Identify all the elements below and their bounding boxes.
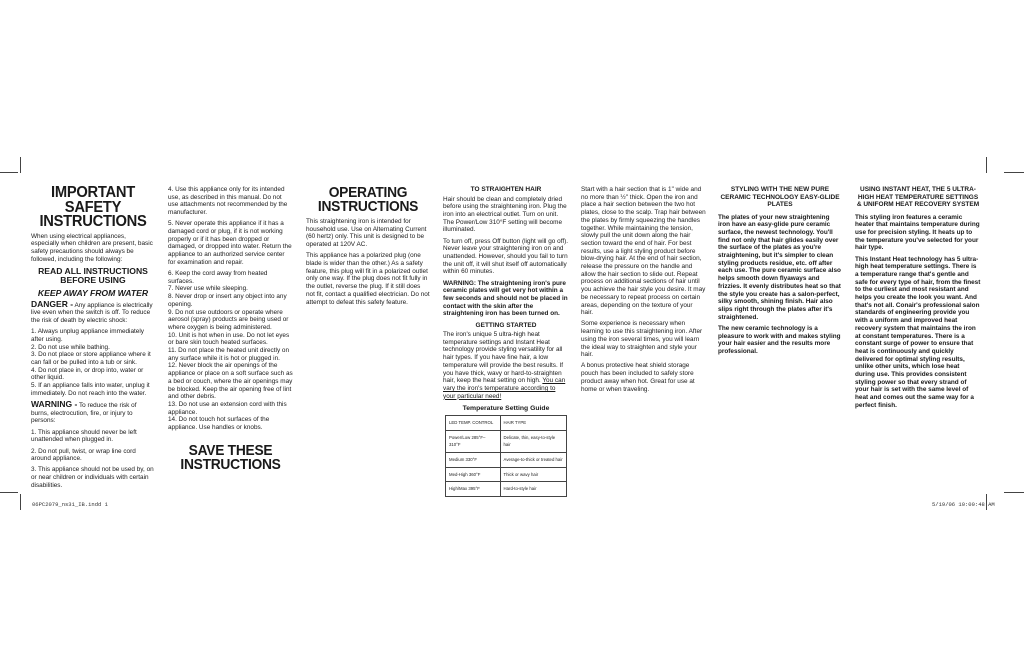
table-header-row xyxy=(446,415,567,430)
table-row xyxy=(446,482,567,497)
heat-settings-paragraph: This Instant Heat technology has 5 ultra-high heat temperature settings. There is a temperature range that's gentle and safe for every type of hair, from the finest to the curliest and most resistant and helps you create the look you want. And that's not all. Conair's professional salon standards of engineering provide you with a uniform and improved heat recovery system that maintains the iron at constant temperatures. There is a constant surge of power to ensure that heat is continuously and quickly delivered for optimal styling results, unlike other units, which lose heat during use. This provides consistent styling power so that every strand of your hair is set with the same level of heat and comes out the same way for a perfect finish. xyxy=(855,255,981,409)
keep-away-heading: KEEP AWAY FROM WATER xyxy=(37,288,149,298)
danger-item: 3. Do not place or store appliance where it can fall or be pulled into a tub or sink. xyxy=(31,351,151,367)
instruction-item: 14. Do not touch hot surfaces of the appliance. Use handles or knobs. xyxy=(168,416,270,432)
crop-mark xyxy=(0,492,18,493)
table-row xyxy=(446,452,567,467)
ceramic-closing-paragraph: The new ceramic technology is a pleasure to work with and makes styling your hair easier and the results more professional. xyxy=(718,324,841,355)
straighten-paragraph: Hair should be clean and completely dried before using the straightening iron. Plug the iron into an electrical outlet. Turn on unit. The Power/Low 310°F setting will become illuminated. xyxy=(443,195,567,234)
ceramic-warning: WARNING: The straightening iron's pure ceramic plates will get very hot within a few seconds and should not be placed in contact with the skin after the straightening iron has been turned on. xyxy=(443,279,568,318)
polarized-plug-paragraph: This appliance has a polarized plug (one blade is wider than the other.) As a safety feature, this plug will fit in a polarized outlet only one way. If the plug does not fit fully in the outlet, reverse the plug. If it still does not fit, contact a qualified electrician. Do not attempt to defeat this safety feature. xyxy=(306,252,430,306)
crop-mark xyxy=(20,494,21,510)
warning-text: To reduce the risk of burns, electrocution, fire, or injury to persons: xyxy=(31,402,137,425)
crop-mark xyxy=(0,172,18,173)
getting-started-paragraph xyxy=(443,331,569,400)
operating-title: OPERATING INSTRUCTIONS xyxy=(317,184,419,215)
table-cell: Hard-to-style hair xyxy=(500,482,566,497)
instruction-item: 12. Never block the air openings of the appliance or place on a soft surface such as a bed or couch, where the air openings may be blocked. Keep the air opening free of lint and other debris. xyxy=(168,362,293,401)
instruction-item: 9. Do not use outdoors or operate where aerosol (spray) products are being used or where oxygen is being administered. xyxy=(168,308,289,331)
table-cell: Power/Low 285°F–310°F xyxy=(446,430,501,452)
operating-column xyxy=(306,186,430,310)
crop-mark xyxy=(20,157,21,173)
technique-column xyxy=(581,186,706,397)
safety-intro: When using electrical appliances, especially when children are present, basic safety precautions should always be followed, including the following: xyxy=(31,232,153,263)
getting-started-text: The iron's unique 5 ultra-high heat temperature settings and Instant Heat technology provide styling versatility for all hair types. If you have fine hair, a low temperature will provide the best results. If you have thick, wavy or hard-to-straighten hair, keep the heat setting on high. xyxy=(443,331,564,385)
temperature-guide-title: Temperature Setting Guide xyxy=(462,405,550,413)
turn-off-paragraph: To turn off, press Off button (light will go off). Never leave your straightening iron on and unattended. However, should you fail to turn the unit off, it will shut itself off automatically within 60 minutes. xyxy=(443,237,569,276)
instant-heat-heading: USING INSTANT HEAT, THE 5 ULTRA-HIGH HEAT TEMPERATURE SETTINGS & UNIFORM HEAT RECOVERY SYSTEM xyxy=(856,186,980,208)
danger-item: 5. If an appliance falls into water, unplug it immediately. Do not reach into the water. xyxy=(31,382,150,397)
table-row xyxy=(446,467,567,482)
table-cell: Medium 330°F xyxy=(446,452,501,467)
file-slug: 06PC2079_ns31_IB.indd 1 xyxy=(32,501,108,508)
crop-mark xyxy=(1004,492,1024,493)
date-slug: 5/19/06 10:00:48 AM xyxy=(932,501,995,508)
danger-text: Any appliance is electrically live even when the switch is off. To reduce the risk of death by electric shock: xyxy=(31,301,153,324)
instruction-item: 6. Keep the cord away from heated surfaces. xyxy=(168,270,268,285)
vary-temperature-note: You can vary the iron's temperature according to your particular need! xyxy=(443,377,566,400)
warning-item: 3. This appliance should not be used by, on or near children or individuals with certain disabilities. xyxy=(31,466,154,489)
danger-item: 4. Do not place in, or drop into, water or other liquid. xyxy=(31,366,144,382)
table-header: LED TEMP. CONTROL xyxy=(446,415,501,430)
straighten-column xyxy=(443,186,569,497)
instruction-item: 7. Never use while sleeping. xyxy=(168,285,248,293)
crop-mark xyxy=(1004,172,1024,173)
table-cell: Med-High 360°F xyxy=(446,467,501,482)
danger-paragraph xyxy=(31,298,155,325)
warning-item: 2. Do not pull, twist, or wrap line cord around appliance. xyxy=(31,447,136,463)
straighten-heading: TO STRAIGHTEN HAIR xyxy=(470,186,542,193)
table-cell: Delicate, thin, easy-to-style hair xyxy=(500,430,566,452)
pouch-paragraph: A bonus protective heat shield storage pouch has been included to safely store product away when hot. Great for use at home or when traveling. xyxy=(581,362,695,393)
instruction-item: 5. Never operate this appliance if it has a damaged cord or plug, if it is not working properly or if it has been dropped or damaged, or dropped into water. Return the appliance to an authorized service center for examination and repair. xyxy=(168,220,292,266)
getting-started-heading: GETTING STARTED xyxy=(475,321,537,329)
warning-paragraph xyxy=(31,401,155,425)
temperature-guide-table xyxy=(445,415,567,497)
save-instructions-title: SAVE THESE INSTRUCTIONS xyxy=(180,441,281,473)
table-cell: Thick or wavy hair xyxy=(500,467,566,482)
instruction-item: 8. Never drop or insert any object into any opening. xyxy=(168,293,287,308)
danger-item: 1. Always unplug appliance immediately after using. xyxy=(31,328,144,343)
read-all-heading: READ ALL INSTRUCTIONS BEFORE USING xyxy=(38,265,148,286)
experience-paragraph: Some experience is necessary when learning to use this straightening iron. After using the iron several times, you will learn the ideal way to straighten and style your hair. xyxy=(581,320,703,359)
crop-mark xyxy=(986,157,987,173)
instruction-item: 10. Unit is hot when in use. Do not let eyes or bare skin touch heated surfaces. xyxy=(168,331,290,347)
table-header: HAIR TYPE xyxy=(500,415,566,430)
instant-heat-paragraph: This styling iron features a ceramic heater that maintains temperature during use for precision styling. It heats up to the temperature you've selected for your hair type. xyxy=(855,213,980,252)
technique-paragraph: Start with a hair section that is 1" wide and no more than ½" thick. Open the iron and place a hair section between the two hot plates, close to the scalp. Trap hair between the plates by firmly squeezing the handles together. While maintaining the tension, slowly pull the unit down along the hair section toward the end of hair. For best results, use a light styling product before blow-drying hair. At the end of hair section, release the pressure on the handle and allow the hair section to slide out. Repeat process on additional sections of hair until you achieve the hair style you desire. It may be necessary to repeat process on certain areas, depending on the texture of your hair. xyxy=(581,186,706,317)
danger-item: 2. Do not use while bathing. xyxy=(31,343,110,351)
safety-title: IMPORTANT SAFETY INSTRUCTIONS xyxy=(39,184,147,230)
ceramic-column xyxy=(718,186,842,359)
warning-label: WARNING - xyxy=(31,399,78,410)
instruction-item: 13. Do not use an extension cord with this appliance. xyxy=(168,400,287,416)
warning-item: 1. This appliance should never be left unattended when plugged in. xyxy=(31,428,137,444)
safety-column xyxy=(31,186,155,493)
instruction-item: 4. Use this appliance only for its intended use, as described in this manual. Do not use attachments not recommended by the manufacturer. xyxy=(168,186,288,217)
ceramic-heading: STYLING WITH THE NEW PURE CERAMIC TECHNOLOGY EASY-GLIDE PLATES xyxy=(720,186,840,208)
table-row xyxy=(446,430,567,452)
table-cell: High/Max 395°F xyxy=(446,482,501,497)
instant-heat-column xyxy=(855,186,981,413)
safety-continued-column xyxy=(168,186,293,475)
ceramic-paragraph: The plates of your new straightening iron have an easy-glide pure ceramic surface, the newest technology. You'll find not only that hair glides easily over the surface of the plates as you're straightening, but it's simpler to clean styling products residue, etc. off after each use. The pure ceramic surface also helps smooth down flyaways and frizzies. It evenly distributes heat so that the style you create has a salon-perfect, silky smooth, shining finish. Hair also slips right through the plates after it's straightened. xyxy=(718,213,841,321)
table-cell: Average-to-thick or treated hair xyxy=(500,452,566,467)
instruction-item: 11. Do not place the heated unit directly on any surface while it is hot or plugged in. xyxy=(168,347,290,362)
operating-paragraph: This straightening iron is intended for household use. Use on Alternating Current (60 hertz) only. This unit is designed to be operated at 120V AC. xyxy=(306,218,427,249)
danger-label: DANGER - xyxy=(31,298,74,309)
